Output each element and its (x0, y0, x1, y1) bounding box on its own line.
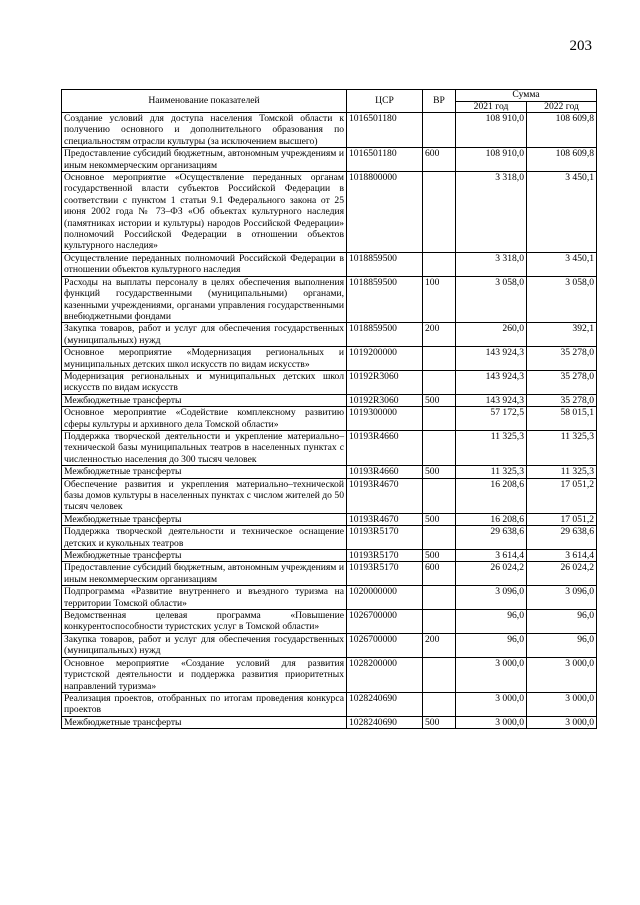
row-vr (423, 370, 456, 394)
row-vr (423, 252, 456, 276)
row-sum-2022: 35 278,0 (527, 370, 597, 394)
row-name: Расходы на выплаты персоналу в целях обеспечения выполнения функций государственными (муниципальными) органами, казенными учреждениями, органами управления государственными внебюджетными фондами (62, 276, 347, 323)
row-sum-2022: 96,0 (527, 610, 597, 634)
table-row (62, 370, 597, 394)
header-vr: ВР (423, 90, 456, 113)
row-name: Закупка товаров, работ и услуг для обеспечения государственных (муниципальных) нужд (62, 323, 347, 347)
row-sum-2022: 3 450,1 (527, 252, 597, 276)
row-sum-2022: 17 051,2 (527, 478, 597, 513)
row-sum-2022: 29 638,6 (527, 526, 597, 550)
row-sum-2022: 3 450,1 (527, 172, 597, 253)
header-year-2021: 2021 год (456, 101, 527, 113)
table-row (62, 276, 597, 323)
row-sum-2021: 11 325,3 (456, 430, 527, 465)
row-sum-2022: 108 609,8 (527, 113, 597, 148)
row-csr: 10192R3060 (347, 394, 423, 406)
row-vr: 200 (423, 323, 456, 347)
row-vr: 600 (423, 148, 456, 172)
row-name: Ведомственная целевая программа «Повышение конкурентоспособности туристских услуг в Томской области» (62, 610, 347, 634)
row-vr (423, 407, 456, 431)
row-sum-2022: 3 000,0 (527, 657, 597, 692)
row-sum-2022: 35 278,0 (527, 394, 597, 406)
row-name: Основное мероприятие «Содействие комплексному развитию сферы культуры и архивного дела Томской области» (62, 407, 347, 431)
header-sum: Сумма (456, 90, 597, 102)
table-row (62, 610, 597, 634)
row-name: Реализация проектов, отобранных по итогам проведения конкурса проектов (62, 692, 347, 716)
table-row (62, 394, 597, 406)
table-row (62, 148, 597, 172)
row-csr: 1018859500 (347, 323, 423, 347)
table-row (62, 586, 597, 610)
row-vr: 500 (423, 394, 456, 406)
row-vr (423, 657, 456, 692)
table-row (62, 562, 597, 586)
row-name: Основное мероприятие «Осуществление переданных органам государственной власти субъектов Российской Федерации в соответствии с пунктом 1 статьи 9.1 Федерального закона от 25 июня 2002 года № 73–ФЗ «Об объектах культурного наследия (памятниках истории и культуры) народов Российской Федерации» полномочий Российской Федерации в отношении объектов культурного наследия» (62, 172, 347, 253)
row-name: Межбюджетные трансферты (62, 550, 347, 562)
row-sum-2021: 57 172,5 (456, 407, 527, 431)
row-name: Межбюджетные трансферты (62, 716, 347, 728)
row-name: Осуществление переданных полномочий Российской Федерации в отношении объектов культурного наследия (62, 252, 347, 276)
row-vr: 500 (423, 466, 456, 478)
table-row (62, 252, 597, 276)
row-csr: 10193R4660 (347, 430, 423, 465)
row-sum-2021: 260,0 (456, 323, 527, 347)
row-vr: 500 (423, 550, 456, 562)
table-row (62, 692, 597, 716)
row-name: Поддержка творческой деятельности и техническое оснащение детских и кукольных театров (62, 526, 347, 550)
row-name: Предоставление субсидий бюджетным, автономным учреждениям и иным некоммерческим организациям (62, 562, 347, 586)
row-name: Межбюджетные трансферты (62, 513, 347, 525)
row-vr (423, 586, 456, 610)
row-vr (423, 692, 456, 716)
row-csr: 10193R4660 (347, 466, 423, 478)
table-row (62, 657, 597, 692)
row-sum-2021: 143 924,3 (456, 370, 527, 394)
row-sum-2022: 96,0 (527, 633, 597, 657)
row-csr: 1026700000 (347, 633, 423, 657)
row-name: Подпрограмма «Развитие внутреннего и въездного туризма на территории Томской области» (62, 586, 347, 610)
row-csr: 1018859500 (347, 276, 423, 323)
row-sum-2021: 3 318,0 (456, 252, 527, 276)
row-sum-2022: 108 609,8 (527, 148, 597, 172)
table-row (62, 633, 597, 657)
table-row (62, 113, 597, 148)
row-csr: 10193R4670 (347, 478, 423, 513)
row-csr: 1016501180 (347, 148, 423, 172)
row-sum-2022: 3 058,0 (527, 276, 597, 323)
row-name: Основное мероприятие «Создание условий для развития туристской деятельности и поддержка развития приоритетных направлений туризма» (62, 657, 347, 692)
row-sum-2021: 3 318,0 (456, 172, 527, 253)
table-row (62, 466, 597, 478)
row-csr: 1018859500 (347, 252, 423, 276)
row-vr (423, 347, 456, 371)
row-sum-2021: 96,0 (456, 633, 527, 657)
table-row (62, 550, 597, 562)
row-vr (423, 113, 456, 148)
row-sum-2021: 3 614,4 (456, 550, 527, 562)
row-sum-2021: 143 924,3 (456, 347, 527, 371)
row-sum-2022: 3 000,0 (527, 716, 597, 728)
row-vr (423, 610, 456, 634)
table-row (62, 407, 597, 431)
row-csr: 10192R3060 (347, 370, 423, 394)
row-sum-2021: 3 000,0 (456, 657, 527, 692)
row-csr: 10193R5170 (347, 550, 423, 562)
row-csr: 1028240690 (347, 716, 423, 728)
row-sum-2021: 16 208,6 (456, 513, 527, 525)
row-sum-2022: 26 024,2 (527, 562, 597, 586)
row-sum-2021: 3 096,0 (456, 586, 527, 610)
row-csr: 1028200000 (347, 657, 423, 692)
row-sum-2021: 29 638,6 (456, 526, 527, 550)
row-vr (423, 172, 456, 253)
row-name: Модернизация региональных и муниципальных детских школ искусств по видам искусств (62, 370, 347, 394)
row-csr: 1018800000 (347, 172, 423, 253)
header-csr: ЦСР (347, 90, 423, 113)
row-name: Предоставление субсидий бюджетным, автономным учреждениям и иным некоммерческим организациям (62, 148, 347, 172)
row-vr: 200 (423, 633, 456, 657)
budget-table (61, 89, 597, 729)
row-name: Обеспечение развития и укрепления материально–технической базы домов культуры в населенных пунктах с числом жителей до 50 тысяч человек (62, 478, 347, 513)
row-sum-2021: 3 058,0 (456, 276, 527, 323)
row-sum-2022: 3 096,0 (527, 586, 597, 610)
row-sum-2022: 3 614,4 (527, 550, 597, 562)
table-row (62, 430, 597, 465)
row-sum-2021: 11 325,3 (456, 466, 527, 478)
row-csr: 1019200000 (347, 347, 423, 371)
table-header (62, 90, 597, 113)
row-vr (423, 478, 456, 513)
table-row (62, 347, 597, 371)
row-csr: 1028240690 (347, 692, 423, 716)
row-sum-2022: 3 000,0 (527, 692, 597, 716)
row-sum-2021: 108 910,0 (456, 113, 527, 148)
row-csr: 1020000000 (347, 586, 423, 610)
table-row (62, 323, 597, 347)
row-sum-2022: 11 325,3 (527, 430, 597, 465)
row-vr (423, 430, 456, 465)
row-name: Основное мероприятие «Модернизация региональных и муниципальных детских школ искусств по видам искусств» (62, 347, 347, 371)
table-row (62, 526, 597, 550)
table-body (62, 113, 597, 729)
row-vr (423, 526, 456, 550)
row-sum-2021: 3 000,0 (456, 692, 527, 716)
row-sum-2021: 143 924,3 (456, 394, 527, 406)
row-sum-2021: 16 208,6 (456, 478, 527, 513)
row-sum-2022: 35 278,0 (527, 347, 597, 371)
row-name: Межбюджетные трансферты (62, 394, 347, 406)
row-vr: 100 (423, 276, 456, 323)
row-sum-2021: 3 000,0 (456, 716, 527, 728)
row-sum-2022: 17 051,2 (527, 513, 597, 525)
row-name: Закупка товаров, работ и услуг для обеспечения государственных (муниципальных) нужд (62, 633, 347, 657)
table-row (62, 716, 597, 728)
row-csr: 10193R5170 (347, 526, 423, 550)
header-year-2022: 2022 год (527, 101, 597, 113)
row-sum-2022: 392,1 (527, 323, 597, 347)
table-row (62, 513, 597, 525)
row-sum-2021: 96,0 (456, 610, 527, 634)
row-csr: 1016501180 (347, 113, 423, 148)
row-name: Межбюджетные трансферты (62, 466, 347, 478)
row-csr: 1026700000 (347, 610, 423, 634)
row-vr: 500 (423, 513, 456, 525)
row-sum-2021: 108 910,0 (456, 148, 527, 172)
row-sum-2022: 11 325,3 (527, 466, 597, 478)
row-vr: 600 (423, 562, 456, 586)
row-name: Поддержка творческой деятельности и укрепление материально–технической базы муниципальных театров в населенных пунктах с численностью населения до 300 тысяч человек (62, 430, 347, 465)
row-csr: 1019300000 (347, 407, 423, 431)
row-sum-2022: 58 015,1 (527, 407, 597, 431)
page-number: 203 (569, 38, 592, 54)
row-name: Создание условий для доступа населения Томской области к получению основного и дополнительного образования по специальностям отрасли культуры (за исключением высшего) (62, 113, 347, 148)
table-row (62, 478, 597, 513)
row-sum-2021: 26 024,2 (456, 562, 527, 586)
table-row (62, 172, 597, 253)
row-csr: 10193R4670 (347, 513, 423, 525)
row-vr: 500 (423, 716, 456, 728)
row-csr: 10193R5170 (347, 562, 423, 586)
header-name: Наименование показателей (62, 90, 347, 113)
